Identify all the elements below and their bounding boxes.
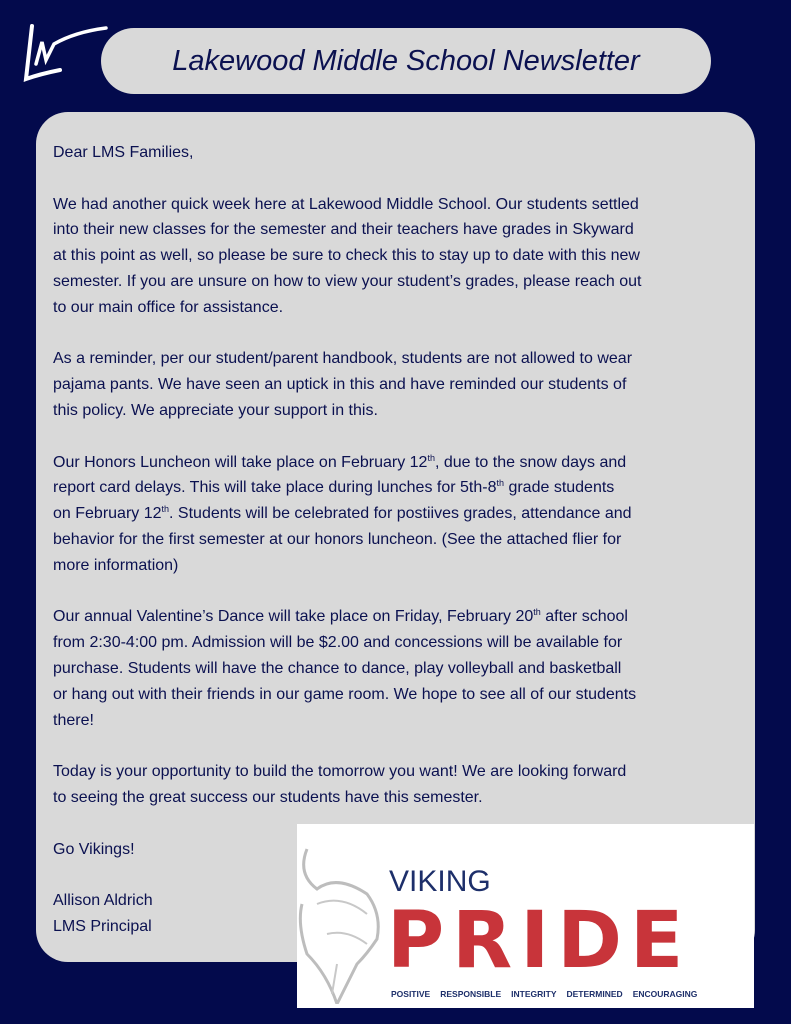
paragraph-gap: [53, 733, 753, 759]
text-segment: there!: [53, 711, 94, 729]
value-responsible: RESPONSIBLE: [440, 989, 502, 999]
text-line: [53, 243, 753, 269]
paragraph-gap: [53, 166, 753, 192]
text-segment: Our annual Valentine’s Dance will take place on Friday, February 20: [53, 608, 534, 626]
text-line: [53, 398, 753, 424]
text-segment: semester. If you are unsure on how to view your student’s grades, please reach out: [53, 272, 642, 290]
newsletter-title-banner: [101, 28, 711, 94]
ordinal-superscript: th: [161, 504, 170, 515]
text-line: [53, 553, 753, 579]
text-segment: Allison Aldrich: [53, 892, 153, 910]
text-line: [53, 372, 753, 398]
text-segment: report card delays. This will take place during lunches for 5th-8: [53, 479, 497, 497]
value-determined: DETERMINED: [566, 989, 623, 999]
viking-pride-image: [297, 824, 754, 1008]
text-segment: We had another quick week here at Lakewood Middle School. Our students settled: [53, 195, 639, 213]
text-segment: Today is your opportunity to build the tomorrow you want! We are looking forward: [53, 763, 627, 781]
text-line: [53, 630, 753, 656]
text-segment: or hang out with their friends in our game room. We hope to see all of our students: [53, 685, 637, 703]
paragraph-gap: [53, 579, 753, 605]
text-line: [53, 604, 753, 630]
ordinal-superscript: th: [427, 452, 435, 463]
text-segment: to seeing the great success our students have this semester.: [53, 788, 483, 806]
text-segment: . Students will be celebrated for postiives grades, attendance and: [169, 505, 632, 523]
text-line: [53, 475, 753, 501]
text-segment: Go Vikings!: [53, 840, 135, 858]
pride-word: PRIDE: [387, 896, 692, 986]
letter-paragraph: [53, 192, 753, 321]
text-segment: , due to the snow days and: [434, 453, 627, 471]
school-logo: [20, 24, 110, 84]
text-segment: after school: [540, 608, 628, 626]
text-line: [53, 759, 753, 785]
text-line: [53, 346, 753, 372]
text-segment: As a reminder, per our student/parent handbook, students are not allowed to wear: [53, 350, 633, 368]
value-integrity: INTEGRITY: [511, 989, 557, 999]
text-segment: behavior for the first semester at our honors luncheon. (See the attached flier for: [53, 530, 622, 548]
text-line: [53, 785, 753, 811]
text-line: [53, 192, 753, 218]
letter-paragraph: [53, 346, 753, 423]
value-encouraging: ENCOURAGING: [632, 989, 698, 999]
text-line: [53, 501, 753, 527]
page-title: Lakewood Middle School Newsletter: [172, 44, 640, 77]
letter-body: [53, 140, 753, 940]
text-line: [53, 450, 753, 476]
text-segment: grade students: [504, 479, 615, 497]
ordinal-superscript: th: [496, 478, 504, 489]
text-line: [53, 656, 753, 682]
text-segment: pajama pants. We have seen an uptick in this and have reminded our students of: [53, 376, 627, 394]
paragraph-gap: [53, 424, 753, 450]
text-line: [53, 140, 753, 166]
letter-paragraph: [53, 140, 753, 166]
letter-paragraph: [53, 604, 753, 733]
text-segment: on February 12: [53, 505, 162, 523]
text-segment: this policy. We appreciate your support in this.: [53, 401, 378, 419]
text-line: [53, 682, 753, 708]
text-segment: Our Honors Luncheon will take place on February 12: [53, 453, 428, 471]
text-line: [53, 295, 753, 321]
letter-paragraph: [53, 450, 753, 579]
text-line: [53, 269, 753, 295]
viking-head-icon: [297, 844, 387, 1004]
text-segment: at this point as well, so please be sure to check this to stay up to date with this new: [53, 247, 640, 265]
text-line: [53, 217, 753, 243]
text-line: [53, 708, 753, 734]
pride-values: [391, 988, 697, 1000]
ordinal-superscript: th: [533, 607, 541, 618]
letter-paragraph: [53, 759, 753, 811]
text-segment: into their new classes for the semester and their teachers have grades in Skyward: [53, 221, 634, 239]
text-segment: more information): [53, 556, 179, 574]
text-segment: Dear LMS Families,: [53, 144, 194, 161]
viking-word: VIKING: [389, 865, 491, 898]
text-segment: purchase. Students will have the chance to dance, play volleyball and basketball: [53, 659, 622, 677]
value-positive: POSITIVE: [391, 989, 431, 999]
text-segment: to our main office for assistance.: [53, 298, 284, 316]
paragraph-gap: [53, 321, 753, 347]
text-segment: LMS Principal: [53, 917, 152, 935]
text-segment: from 2:30-4:00 pm. Admission will be $2.00 and concessions will be available for: [53, 634, 623, 652]
text-line: [53, 527, 753, 553]
